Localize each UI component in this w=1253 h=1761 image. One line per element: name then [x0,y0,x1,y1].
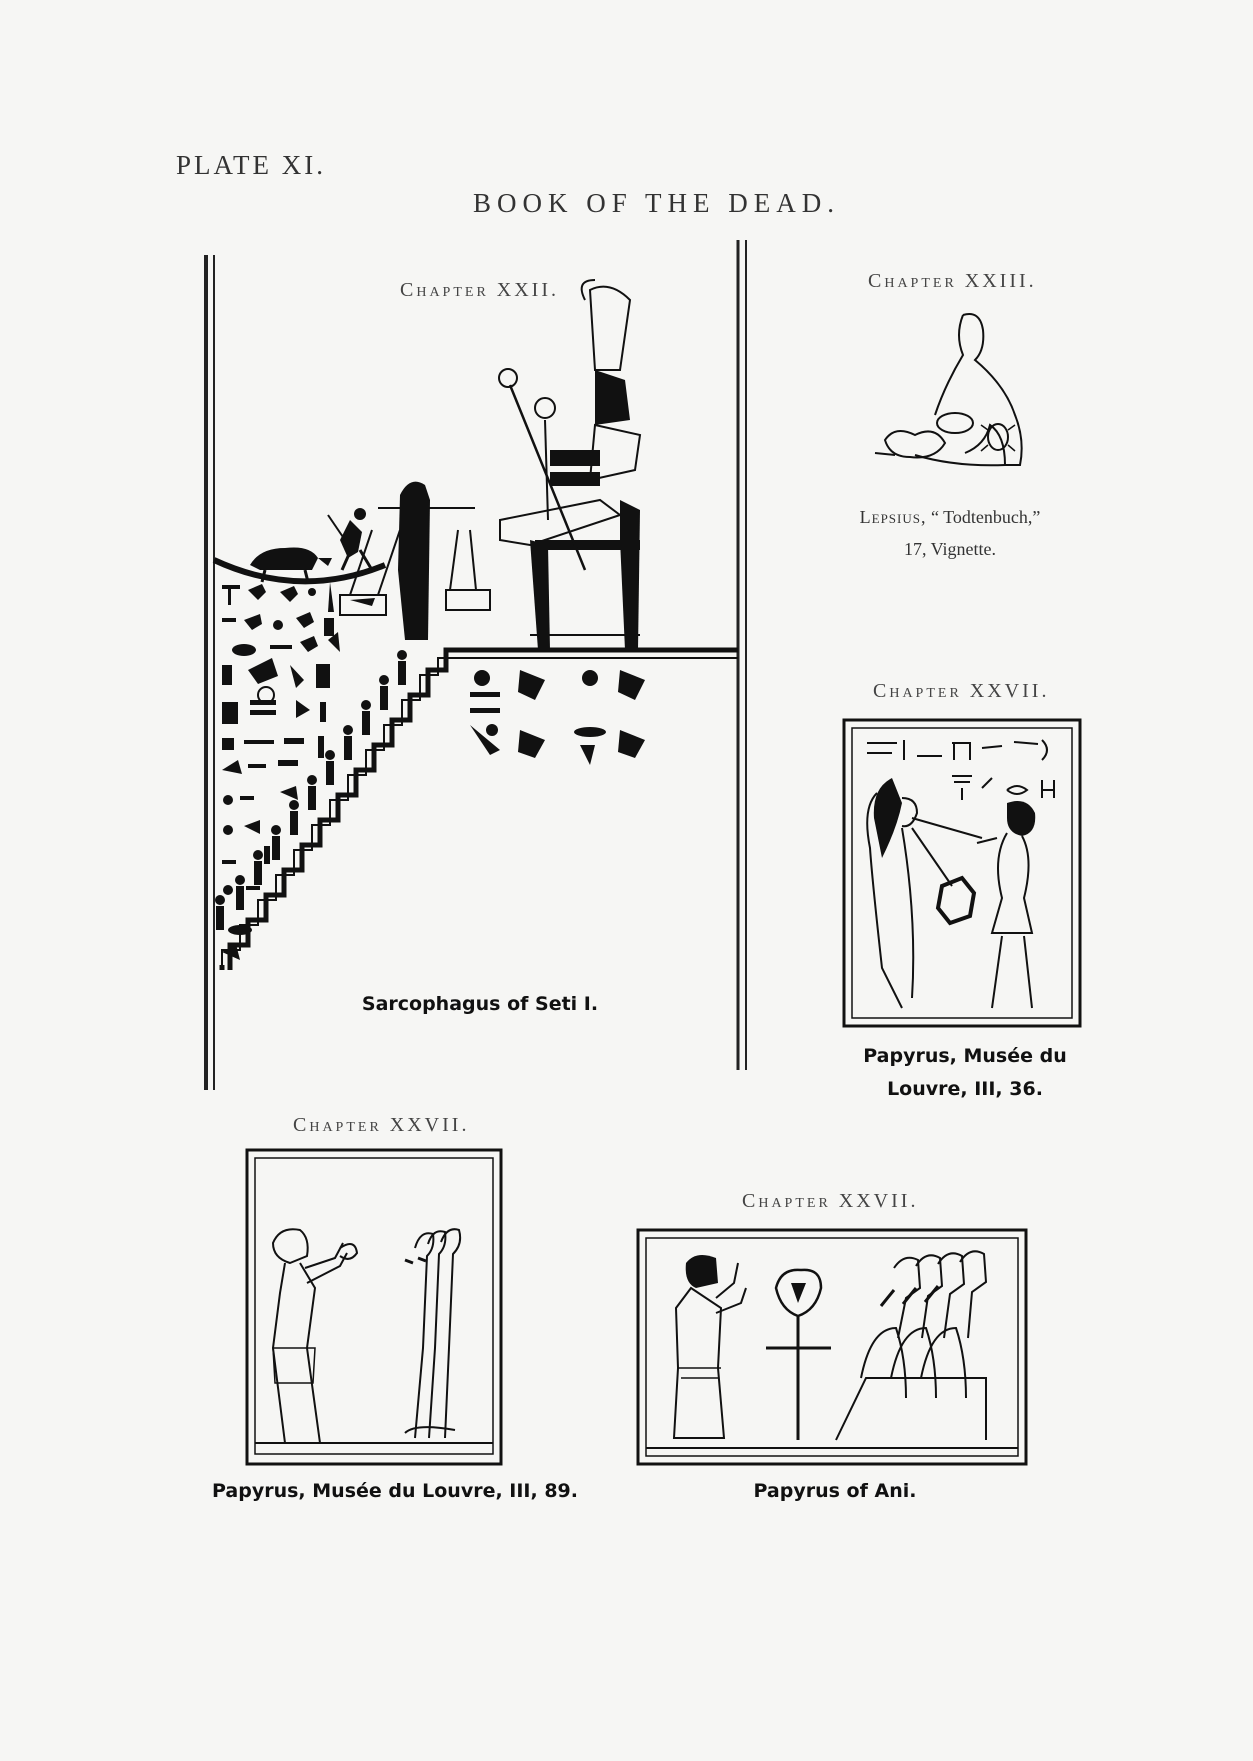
ani-scene-drawing [636,1228,1030,1468]
seti-scene-drawing [200,240,760,1100]
louvre36-illustration [842,718,1084,1030]
caption-lepsius-title: “ Todtenbuch,” [930,507,1041,527]
plate-number: PLATE XI. [176,150,326,180]
chapter-heading-louvre36: Chapter XXVII. [873,680,1050,702]
plate-title: BOOK OF THE DEAD. [472,188,840,218]
louvre36-scene-drawing [842,718,1084,1030]
chapter-heading-seti: Chapter XXII. [400,279,559,301]
chapter-heading-lepsius: Chapter XXIII. [868,270,1037,292]
louvre89-illustration [245,1148,505,1468]
caption-lepsius-author: Lepsius, [859,507,927,527]
chapter-heading-louvre89: Chapter XXVII. [293,1114,470,1136]
seti-sarcophagus-illustration [200,240,760,1100]
lepsius-vignette-illustration [855,305,1065,490]
ani-illustration [636,1228,1030,1468]
caption-lepsius-line2: 17, Vignette. [903,539,997,559]
caption-seti: Sarcophagus of Seti I. [361,993,599,1015]
caption-lepsius [800,501,1100,565]
caption-louvre89: Papyrus, Musée du Louvre, III, 89. [212,1480,578,1502]
lepsius-scene-drawing [855,305,1065,490]
caption-ani: Papyrus of Ani. [753,1480,917,1502]
chapter-heading-ani: Chapter XXVII. [742,1190,919,1212]
louvre89-scene-drawing [245,1148,505,1468]
caption-louvre36-line1: Papyrus, Musée du [863,1045,1067,1067]
caption-louvre36-line2: Louvre, III, 36. [887,1078,1043,1100]
caption-louvre36 [830,1040,1100,1106]
